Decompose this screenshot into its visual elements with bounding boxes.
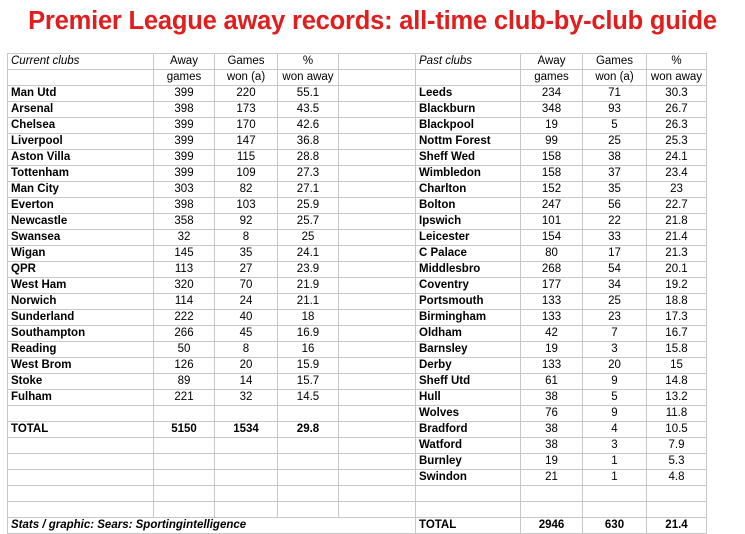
games-won: 147 xyxy=(215,134,278,150)
games-won: 33 xyxy=(583,230,647,246)
club-name: Wolves xyxy=(416,406,521,422)
cell xyxy=(416,70,521,86)
away-games: 358 xyxy=(154,214,215,230)
table-row xyxy=(8,198,707,214)
spacer-cell xyxy=(339,486,416,502)
club-name: Man Utd xyxy=(8,86,154,102)
games-won: 93 xyxy=(583,102,647,118)
games-won: 32 xyxy=(215,390,278,406)
pct-won: 26.3 xyxy=(647,118,707,134)
spacer-cell xyxy=(339,294,416,310)
away-games: 266 xyxy=(154,326,215,342)
club-name xyxy=(8,502,154,518)
spacer-cell xyxy=(339,422,416,438)
games-won: 1 xyxy=(583,454,647,470)
total-away-games: 2946 xyxy=(521,518,583,534)
column-header-games: Games xyxy=(215,54,278,70)
pct-won: 11.8 xyxy=(647,406,707,422)
games-won: 170 xyxy=(215,118,278,134)
spacer-cell xyxy=(339,166,416,182)
club-name: Tottenham xyxy=(8,166,154,182)
club-name: Chelsea xyxy=(8,118,154,134)
table-row xyxy=(8,262,707,278)
away-games: 113 xyxy=(154,262,215,278)
games-won: 109 xyxy=(215,166,278,182)
games-won xyxy=(583,502,647,518)
table-row xyxy=(8,342,707,358)
away-games: 145 xyxy=(154,246,215,262)
away-games: 268 xyxy=(521,262,583,278)
away-games: 19 xyxy=(521,454,583,470)
pct-won xyxy=(647,486,707,502)
table-row xyxy=(8,470,707,486)
games-won: 56 xyxy=(583,198,647,214)
away-games: 222 xyxy=(154,310,215,326)
spacer-cell xyxy=(339,454,416,470)
away-games xyxy=(154,454,215,470)
table-body xyxy=(8,54,707,534)
total-label: TOTAL xyxy=(8,422,154,438)
club-name: Liverpool xyxy=(8,134,154,150)
games-won: 54 xyxy=(583,262,647,278)
away-games: 76 xyxy=(521,406,583,422)
away-games: 399 xyxy=(154,86,215,102)
games-won: 37 xyxy=(583,166,647,182)
table-row xyxy=(8,294,707,310)
pct-won: 15.9 xyxy=(278,358,339,374)
column-header-games: Games xyxy=(583,54,647,70)
pct-won: 14.8 xyxy=(647,374,707,390)
away-games: 399 xyxy=(154,150,215,166)
column-header-away-sub: games xyxy=(154,70,215,86)
table-row xyxy=(8,166,707,182)
games-won: 5 xyxy=(583,390,647,406)
club-name: Sheff Wed xyxy=(416,150,521,166)
spacer-cell xyxy=(339,470,416,486)
club-name: Everton xyxy=(8,198,154,214)
games-won: 23 xyxy=(583,310,647,326)
games-won: 70 xyxy=(215,278,278,294)
games-won: 4 xyxy=(583,422,647,438)
away-games xyxy=(154,438,215,454)
away-games: 158 xyxy=(521,150,583,166)
pct-won: 16.7 xyxy=(647,326,707,342)
spacer-cell xyxy=(339,118,416,134)
table-row xyxy=(8,118,707,134)
away-games: 126 xyxy=(154,358,215,374)
games-won: 24 xyxy=(215,294,278,310)
club-name: Coventry xyxy=(416,278,521,294)
games-won: 25 xyxy=(583,134,647,150)
club-name: Arsenal xyxy=(8,102,154,118)
total-pct-won: 21.4 xyxy=(647,518,707,534)
page-title: Premier League away records: all-time club-by-club guide xyxy=(28,7,717,35)
spacer-cell xyxy=(339,342,416,358)
pct-won: 25.7 xyxy=(278,214,339,230)
table-row xyxy=(8,134,707,150)
games-won: 103 xyxy=(215,198,278,214)
table-row xyxy=(8,486,707,502)
spacer-cell xyxy=(339,262,416,278)
pct-won xyxy=(278,502,339,518)
pct-won: 10.5 xyxy=(647,422,707,438)
games-won: 20 xyxy=(215,358,278,374)
pct-won xyxy=(278,486,339,502)
pct-won: 25 xyxy=(278,230,339,246)
pct-won: 23 xyxy=(647,182,707,198)
table-row xyxy=(8,54,707,70)
records-table xyxy=(7,53,707,534)
away-games: 99 xyxy=(521,134,583,150)
pct-won: 15.7 xyxy=(278,374,339,390)
away-games: 38 xyxy=(521,438,583,454)
column-header-pct: % xyxy=(278,54,339,70)
games-won: 22 xyxy=(583,214,647,230)
games-won: 35 xyxy=(215,246,278,262)
games-won: 14 xyxy=(215,374,278,390)
pct-won: 17.3 xyxy=(647,310,707,326)
games-won: 9 xyxy=(583,406,647,422)
pct-won: 15 xyxy=(647,358,707,374)
pct-won: 21.8 xyxy=(647,214,707,230)
club-name: Wigan xyxy=(8,246,154,262)
away-games: 152 xyxy=(521,182,583,198)
column-header-pct-sub: won away xyxy=(278,70,339,86)
pct-won: 14.5 xyxy=(278,390,339,406)
away-games: 133 xyxy=(521,294,583,310)
pct-won: 21.3 xyxy=(647,246,707,262)
away-games: 42 xyxy=(521,326,583,342)
games-won xyxy=(215,406,278,422)
table-row xyxy=(8,518,707,534)
pct-won: 24.1 xyxy=(647,150,707,166)
club-name: West Ham xyxy=(8,278,154,294)
table-row xyxy=(8,326,707,342)
pct-won: 43.5 xyxy=(278,102,339,118)
club-name: Derby xyxy=(416,358,521,374)
games-won: 82 xyxy=(215,182,278,198)
table-row xyxy=(8,502,707,518)
total-games-won: 1534 xyxy=(215,422,278,438)
club-name xyxy=(8,438,154,454)
pct-won xyxy=(278,470,339,486)
club-name: Swansea xyxy=(8,230,154,246)
games-won xyxy=(583,486,647,502)
games-won: 27 xyxy=(215,262,278,278)
pct-won: 23.9 xyxy=(278,262,339,278)
away-games xyxy=(521,502,583,518)
table-row xyxy=(8,182,707,198)
table-row xyxy=(8,150,707,166)
total-label: TOTAL xyxy=(416,518,521,534)
column-header-away-sub: games xyxy=(521,70,583,86)
away-games: 399 xyxy=(154,166,215,182)
spacer-cell xyxy=(339,310,416,326)
table-row xyxy=(8,214,707,230)
club-name: Leeds xyxy=(416,86,521,102)
club-name: Leicester xyxy=(416,230,521,246)
pct-won: 4.8 xyxy=(647,470,707,486)
club-name: Wimbledon xyxy=(416,166,521,182)
table-row xyxy=(8,310,707,326)
club-name: Burnley xyxy=(416,454,521,470)
pct-won: 21.1 xyxy=(278,294,339,310)
games-won xyxy=(215,502,278,518)
away-games xyxy=(154,470,215,486)
pct-won: 36.8 xyxy=(278,134,339,150)
games-won: 3 xyxy=(583,342,647,358)
games-won: 220 xyxy=(215,86,278,102)
table-row xyxy=(8,422,707,438)
club-name: Blackpool xyxy=(416,118,521,134)
credit-text: Stats / graphic: Sears: Sportingintelligence xyxy=(8,518,416,534)
pct-won: 24.1 xyxy=(278,246,339,262)
pct-won: 21.4 xyxy=(647,230,707,246)
column-header-pct: % xyxy=(647,54,707,70)
pct-won: 18.8 xyxy=(647,294,707,310)
club-name: Ipswich xyxy=(416,214,521,230)
games-won xyxy=(215,470,278,486)
spacer-cell xyxy=(339,246,416,262)
column-header-games-sub: won (a) xyxy=(583,70,647,86)
away-games: 247 xyxy=(521,198,583,214)
away-games: 154 xyxy=(521,230,583,246)
games-won: 115 xyxy=(215,150,278,166)
column-header-games-sub: won (a) xyxy=(215,70,278,86)
club-name: Sheff Utd xyxy=(416,374,521,390)
table-row xyxy=(8,358,707,374)
club-name: Reading xyxy=(8,342,154,358)
club-name: Watford xyxy=(416,438,521,454)
spacer-cell xyxy=(339,502,416,518)
pct-won: 22.7 xyxy=(647,198,707,214)
games-won: 8 xyxy=(215,230,278,246)
spacer-cell xyxy=(339,102,416,118)
club-name xyxy=(8,486,154,502)
club-name: Nottm Forest xyxy=(416,134,521,150)
away-games: 399 xyxy=(154,118,215,134)
spacer-cell xyxy=(339,390,416,406)
spacer-cell xyxy=(339,406,416,422)
spacer-cell xyxy=(339,86,416,102)
games-won xyxy=(215,438,278,454)
table-row xyxy=(8,374,707,390)
games-won: 20 xyxy=(583,358,647,374)
pct-won: 7.9 xyxy=(647,438,707,454)
away-games: 19 xyxy=(521,342,583,358)
spacer-cell xyxy=(339,198,416,214)
games-won: 8 xyxy=(215,342,278,358)
away-games: 303 xyxy=(154,182,215,198)
pct-won: 20.1 xyxy=(647,262,707,278)
games-won: 5 xyxy=(583,118,647,134)
table-row xyxy=(8,246,707,262)
away-games: 32 xyxy=(154,230,215,246)
away-games: 61 xyxy=(521,374,583,390)
away-games: 80 xyxy=(521,246,583,262)
pct-won: 28.8 xyxy=(278,150,339,166)
spacer-cell xyxy=(339,438,416,454)
pct-won: 23.4 xyxy=(647,166,707,182)
club-name: Hull xyxy=(416,390,521,406)
club-name: Barnsley xyxy=(416,342,521,358)
away-games: 234 xyxy=(521,86,583,102)
away-games: 19 xyxy=(521,118,583,134)
club-name xyxy=(416,502,521,518)
games-won: 3 xyxy=(583,438,647,454)
away-games: 158 xyxy=(521,166,583,182)
table-row xyxy=(8,454,707,470)
club-name: Southampton xyxy=(8,326,154,342)
total-games-won: 630 xyxy=(583,518,647,534)
club-name xyxy=(8,406,154,422)
club-name: Bolton xyxy=(416,198,521,214)
away-games: 133 xyxy=(521,310,583,326)
away-games: 133 xyxy=(521,358,583,374)
club-name xyxy=(8,470,154,486)
column-header-current-clubs: Current clubs xyxy=(8,54,154,70)
club-name: Blackburn xyxy=(416,102,521,118)
spacer-cell xyxy=(339,54,416,70)
pct-won: 27.3 xyxy=(278,166,339,182)
pct-won: 25.3 xyxy=(647,134,707,150)
away-games xyxy=(521,486,583,502)
club-name: Man City xyxy=(8,182,154,198)
spacer-cell xyxy=(339,70,416,86)
spacer-cell xyxy=(339,150,416,166)
away-games: 38 xyxy=(521,390,583,406)
pct-won: 5.3 xyxy=(647,454,707,470)
club-name: Norwich xyxy=(8,294,154,310)
games-won: 25 xyxy=(583,294,647,310)
table-row xyxy=(8,278,707,294)
away-games: 398 xyxy=(154,102,215,118)
pct-won: 16.9 xyxy=(278,326,339,342)
column-header-pct-sub: won away xyxy=(647,70,707,86)
games-won: 7 xyxy=(583,326,647,342)
table-row xyxy=(8,230,707,246)
club-name: Birmingham xyxy=(416,310,521,326)
away-games: 399 xyxy=(154,134,215,150)
games-won: 71 xyxy=(583,86,647,102)
pct-won: 55.1 xyxy=(278,86,339,102)
club-name: Charlton xyxy=(416,182,521,198)
club-name: Portsmouth xyxy=(416,294,521,310)
games-won: 38 xyxy=(583,150,647,166)
club-name: C Palace xyxy=(416,246,521,262)
games-won: 17 xyxy=(583,246,647,262)
pct-won: 21.9 xyxy=(278,278,339,294)
pct-won xyxy=(647,502,707,518)
spacer-cell xyxy=(339,374,416,390)
column-header-away: Away xyxy=(521,54,583,70)
club-name: Swindon xyxy=(416,470,521,486)
pct-won xyxy=(278,454,339,470)
cell xyxy=(8,70,154,86)
club-name: QPR xyxy=(8,262,154,278)
table-row xyxy=(8,390,707,406)
away-games xyxy=(154,486,215,502)
pct-won: 27.1 xyxy=(278,182,339,198)
table-row xyxy=(8,70,707,86)
games-won xyxy=(215,486,278,502)
club-name: Aston Villa xyxy=(8,150,154,166)
away-games: 114 xyxy=(154,294,215,310)
column-header-away: Away xyxy=(154,54,215,70)
pct-won xyxy=(278,406,339,422)
pct-won: 18 xyxy=(278,310,339,326)
pct-won: 42.6 xyxy=(278,118,339,134)
club-name: Fulham xyxy=(8,390,154,406)
pct-won: 15.8 xyxy=(647,342,707,358)
club-name: West Brom xyxy=(8,358,154,374)
total-pct-won: 29.8 xyxy=(278,422,339,438)
club-name xyxy=(416,486,521,502)
table-row xyxy=(8,438,707,454)
games-won: 1 xyxy=(583,470,647,486)
club-name: Newcastle xyxy=(8,214,154,230)
away-games: 221 xyxy=(154,390,215,406)
spacer-cell xyxy=(339,134,416,150)
away-games: 398 xyxy=(154,198,215,214)
club-name: Middlesbro xyxy=(416,262,521,278)
games-won: 173 xyxy=(215,102,278,118)
away-games xyxy=(154,406,215,422)
away-games: 177 xyxy=(521,278,583,294)
table-row xyxy=(8,406,707,422)
away-games: 320 xyxy=(154,278,215,294)
games-won: 40 xyxy=(215,310,278,326)
pct-won: 25.9 xyxy=(278,198,339,214)
club-name: Sunderland xyxy=(8,310,154,326)
pct-won: 30.3 xyxy=(647,86,707,102)
pct-won: 13.2 xyxy=(647,390,707,406)
club-name xyxy=(8,454,154,470)
spacer-cell xyxy=(339,182,416,198)
pct-won: 26.7 xyxy=(647,102,707,118)
away-games: 50 xyxy=(154,342,215,358)
spacer-cell xyxy=(339,278,416,294)
club-name: Stoke xyxy=(8,374,154,390)
table-row xyxy=(8,86,707,102)
pct-won xyxy=(278,438,339,454)
away-games: 89 xyxy=(154,374,215,390)
spacer-cell xyxy=(339,214,416,230)
column-header-past-clubs: Past clubs xyxy=(416,54,521,70)
games-won: 34 xyxy=(583,278,647,294)
spacer-cell xyxy=(339,326,416,342)
away-games xyxy=(154,502,215,518)
spacer-cell xyxy=(339,358,416,374)
spacer-cell xyxy=(339,230,416,246)
games-won: 35 xyxy=(583,182,647,198)
games-won: 9 xyxy=(583,374,647,390)
away-games: 101 xyxy=(521,214,583,230)
away-games: 21 xyxy=(521,470,583,486)
away-games: 348 xyxy=(521,102,583,118)
games-won: 92 xyxy=(215,214,278,230)
games-won: 45 xyxy=(215,326,278,342)
total-away-games: 5150 xyxy=(154,422,215,438)
club-name: Oldham xyxy=(416,326,521,342)
club-name: Bradford xyxy=(416,422,521,438)
away-games: 38 xyxy=(521,422,583,438)
games-won xyxy=(215,454,278,470)
table-row xyxy=(8,102,707,118)
pct-won: 19.2 xyxy=(647,278,707,294)
pct-won: 16 xyxy=(278,342,339,358)
